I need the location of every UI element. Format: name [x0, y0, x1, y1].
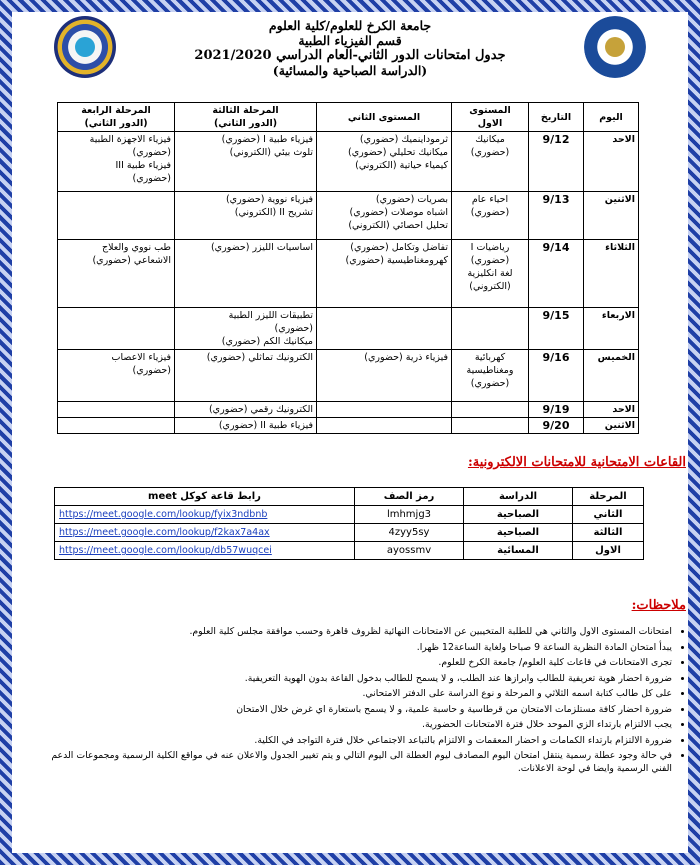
- room-link-cell: [55, 524, 355, 542]
- exam-subject: ومغناطيسية: [466, 365, 514, 376]
- schedule-day: الخميس: [584, 350, 639, 402]
- room-row: [55, 542, 644, 560]
- schedule-cell-level2: [317, 132, 452, 192]
- header-class-code: رمز الصف: [355, 488, 464, 506]
- room-class-code: ayossmv: [355, 542, 464, 560]
- exam-subject: اساسيات الليزر (حضوري): [210, 242, 313, 253]
- exam-subject: تحليل احصائي (الكتروني): [348, 220, 448, 231]
- exam-subject: (الكتروني): [469, 281, 511, 292]
- exam-subject: (حضوري): [470, 255, 510, 266]
- exam-subject: الكترونيك رقمي (حضوري): [208, 404, 313, 415]
- schedule-row: [58, 418, 639, 434]
- schedule-cell-level2: [317, 350, 452, 402]
- note-item: • يجب الالتزام بارتداء الزي الموحد خلال فترة الامتحانات الحضورية.: [40, 718, 672, 731]
- exam-subject: ميكانيك الكم (حضوري): [221, 336, 313, 347]
- exam-subject: كهرومغناطيسية (حضوري): [345, 255, 448, 266]
- exam-subject: تفاضل وتكامل (حضوري): [350, 242, 448, 253]
- note-item: • امتحانات المستوى الاول والثاني هي للطلبة المتخيبين عن الامتحانات النهائية لظروف قاهرة وحسب موافقة مجلس كلية العلوم.: [40, 625, 672, 638]
- exam-subject: الاشعاعي (حضوري): [92, 255, 171, 266]
- schedule-day: الثلاثاء: [584, 240, 639, 308]
- exam-subject: (حضوري): [132, 365, 171, 376]
- meet-link[interactable]: https://meet.google.com/lookup/fyix3ndbnb: [59, 509, 268, 520]
- exam-subject: احياء عام: [471, 194, 509, 205]
- header-level1: المستوى الاول: [452, 103, 529, 132]
- exam-subject: ثرموداينميك (حضوري): [359, 134, 448, 145]
- exam-schedule-table: [57, 102, 639, 434]
- schedule-date: 9/15: [529, 308, 584, 350]
- exam-subject: الكترونيك تماثلي (حضوري): [206, 352, 313, 363]
- exam-subject: (حضوري): [470, 207, 510, 218]
- exam-subject: رياضيات I: [470, 242, 510, 253]
- schedule-cell-level1: [452, 308, 529, 350]
- schedule-header-row: [58, 103, 639, 132]
- header-date: التاريخ: [529, 103, 584, 132]
- exam-subject: ميكانيك: [475, 134, 505, 145]
- exam-subject: (حضوري): [470, 147, 510, 158]
- notes-title: ملاحظات:: [631, 598, 686, 613]
- exam-subject: طب نووي والعلاج: [101, 242, 171, 253]
- exam-subject: لغة انكليزية: [467, 268, 513, 279]
- room-row: [55, 506, 644, 524]
- schedule-date: 9/14: [529, 240, 584, 308]
- schedule-cell-stage4: [58, 308, 175, 350]
- schedule-cell-stage3: [175, 192, 317, 240]
- schedule-date: 9/19: [529, 402, 584, 418]
- schedule-date: 9/20: [529, 418, 584, 434]
- schedule-cell-stage4: [58, 402, 175, 418]
- header-stage: المرحلة: [573, 488, 644, 506]
- schedule-cell-level2: [317, 402, 452, 418]
- room-link-cell: [55, 506, 355, 524]
- schedule-day: الاحد: [584, 132, 639, 192]
- schedule-cell-stage3: [175, 308, 317, 350]
- header-meet-link: رابط قاعة كوكل meet: [55, 488, 355, 506]
- meet-link[interactable]: https://meet.google.com/lookup/db57wuqcei: [59, 545, 272, 556]
- header-stage4: المرحلة الرابعة (الدور الثاني): [58, 103, 175, 132]
- schedule-row: [58, 192, 639, 240]
- schedule-row: [58, 132, 639, 192]
- schedule-row: [58, 240, 639, 308]
- notes-list: [40, 625, 690, 778]
- room-class-code: 4zyy5sy: [355, 524, 464, 542]
- schedule-row: [58, 308, 639, 350]
- room-study: المسائية: [464, 542, 573, 560]
- schedule-day: الاثنين: [584, 192, 639, 240]
- schedule-day: الاربعاء: [584, 308, 639, 350]
- schedule-cell-level2: [317, 240, 452, 308]
- room-row: [55, 524, 644, 542]
- schedule-cell-level1: [452, 350, 529, 402]
- note-item: • تجرى الامتحانات في قاعات كلية العلوم/ جامعة الكرخ للعلوم.: [40, 656, 672, 669]
- schedule-row: [58, 350, 639, 402]
- exam-subject: تشريح II (الكتروني): [234, 207, 313, 218]
- rooms-header-row: [55, 488, 644, 506]
- meet-link[interactable]: https://meet.google.com/lookup/f2kax7a4ax: [59, 527, 270, 538]
- room-link-cell: [55, 542, 355, 560]
- schedule-cell-level1: [452, 192, 529, 240]
- exam-subject: فيزياء طبية I (حضوري): [221, 134, 313, 145]
- exam-subject: تلوث بيئي (الكتروني): [229, 147, 313, 158]
- schedule-cell-stage3: [175, 240, 317, 308]
- schedule-day: الاحد: [584, 402, 639, 418]
- exam-subject: فيزياء نووية (حضوري): [225, 194, 313, 205]
- schedule-cell-stage3: [175, 402, 317, 418]
- schedule-cell-stage4: [58, 192, 175, 240]
- schedule-cell-level2: [317, 192, 452, 240]
- schedule-title: جدول امتحانات الدور الثاني-العام الدراسي 2021/2020: [194, 48, 506, 63]
- schedule-cell-level1: [452, 132, 529, 192]
- university-name: جامعة الكرخ للعلوم/كلية العلوم: [268, 18, 432, 33]
- study-type: (الدراسة الصباحية والمسائية): [272, 63, 428, 78]
- header-stage3: المرحلة الثالثة (الدور الثاني): [175, 103, 317, 132]
- exam-subject: فيزياء طبية II (حضوري): [218, 420, 313, 431]
- header-study: الدراسة: [464, 488, 573, 506]
- exam-subject: فيزياء طبية III: [115, 160, 171, 171]
- note-item: • ضرورة احضار هوية تعريفية للطالب وابرازها عند الطلب، و لا يسمح للطالب بدخول القاعة بدون الهوية التعريفية.: [40, 672, 672, 685]
- note-item: • ضرورة الالتزام بارتداء الكمامات و احضار المعقمات و الالتزام بالتباعد الاجتماعي خلال فترة التواجد في الكلية.: [40, 734, 672, 747]
- schedule-date: 9/16: [529, 350, 584, 402]
- exam-subject: كهربائية: [474, 352, 506, 363]
- exam-subject: (حضوري): [132, 173, 171, 184]
- room-stage: الثاني: [573, 506, 644, 524]
- schedule-cell-level2: [317, 308, 452, 350]
- schedule-cell-level2: [317, 418, 452, 434]
- exam-subject: ميكانيك تحليلي (حضوري): [348, 147, 448, 158]
- room-study: الصباحية: [464, 506, 573, 524]
- note-item: • ضرورة احضار كافة مستلزمات الامتحان من قرطاسية و حاسبة علمية، و لا يسمح باستعارة اي غرض خلال الامتحان: [40, 703, 672, 716]
- room-stage: الثالثة: [573, 524, 644, 542]
- schedule-day: الاثنين: [584, 418, 639, 434]
- note-item: • في حالة وجود عطلة رسمية ينتقل امتحان اليوم المصادف ليوم العطلة الى اليوم التالي و يتم تغيير الجدول والاعلان عنه في مواقع الكلية الرسمية ومجموعات الدعم الفني الرسمية وايضا في لوحة الاعلانات.: [40, 749, 672, 775]
- exam-subject: كيمياء حياتية (الكتروني): [355, 160, 448, 171]
- header-day: اليوم: [584, 103, 639, 132]
- schedule-date: 9/13: [529, 192, 584, 240]
- exam-subject: تطبيقات الليزر الطبية: [228, 310, 313, 321]
- document-header: [14, 18, 686, 78]
- schedule-cell-stage3: [175, 418, 317, 434]
- schedule-cell-stage3: [175, 132, 317, 192]
- exam-subject: فيزياء الاجهزة الطبية: [89, 134, 171, 145]
- note-item: • يبدأ امتحان المادة النظرية الساعة 9 صباحا ولغاية الساعة12 ظهرا.: [40, 641, 672, 654]
- schedule-cell-level1: [452, 240, 529, 308]
- department-name: قسم الفيزياء الطبية: [298, 33, 402, 48]
- schedule-cell-level1: [452, 402, 529, 418]
- schedule-cell-stage4: [58, 240, 175, 308]
- schedule-cell-level1: [452, 418, 529, 434]
- schedule-cell-stage4: [58, 418, 175, 434]
- room-stage: الاول: [573, 542, 644, 560]
- schedule-cell-stage4: [58, 350, 175, 402]
- exam-subject: فيزياء ذرية (حضوري): [364, 352, 448, 363]
- exam-subject: اشباه موصلات (حضوري): [349, 207, 448, 218]
- room-class-code: lmhmjg3: [355, 506, 464, 524]
- exam-subject: (حضوري): [470, 378, 510, 389]
- exam-subject: فيزياء الاعصاب: [111, 352, 171, 363]
- schedule-cell-stage3: [175, 350, 317, 402]
- schedule-cell-stage4: [58, 132, 175, 192]
- room-study: الصباحية: [464, 524, 573, 542]
- exam-subject: (حضوري): [274, 323, 313, 334]
- exam-rooms-title: القاعات الامتحانية للامتحانات الالكترونية:: [467, 455, 686, 470]
- exam-subject: بصريات (حضوري): [375, 194, 448, 205]
- exam-rooms-table: [54, 487, 644, 560]
- header-level2: المستوى الثاني: [317, 103, 452, 132]
- exam-subject: (حضوري): [132, 147, 171, 158]
- schedule-row: [58, 402, 639, 418]
- note-item: • على كل طالب كتابة اسمه الثلاثي و المرحلة و نوع الدراسة على الدفتر الامتحاني.: [40, 687, 672, 700]
- schedule-date: 9/12: [529, 132, 584, 192]
